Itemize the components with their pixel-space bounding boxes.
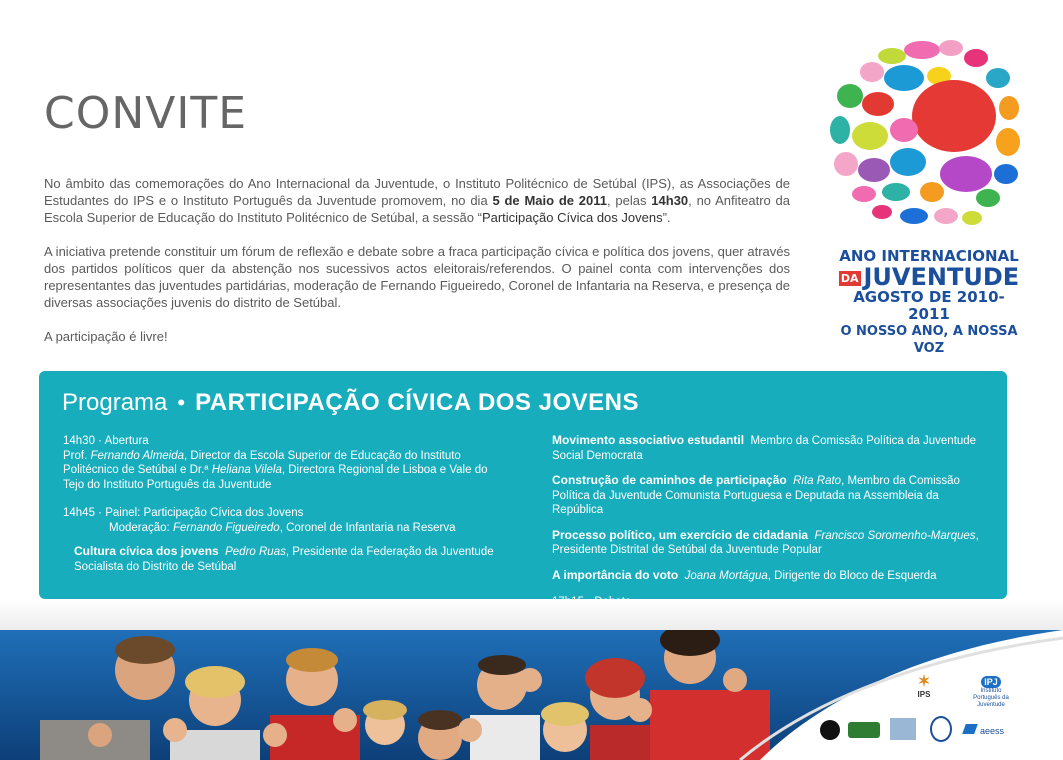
programme-box [39, 371, 1007, 599]
topic-movimento-associativo: Movimento associativo estudantil Membro da Comissão Política da Juventude Social Democrata [552, 433, 977, 462]
sponsor-logo-1 [820, 720, 840, 740]
opening-time: 14h30 · Abertura [63, 435, 149, 447]
intro-paragraph-1: No âmbito das comemorações do Ano Internacional da Juventude, o Instituto Politécnico de Setúbal (IPS), as Associações de Estudantes do IPS e o Instituto Português da Juventude promovem, no dia 5 de Maio de 2011, pelas 14h30, no Anfiteatro da Escola Superior de Educação do Instituto Politécnico de Setúbal, a sessão “Participação Cívica dos Jovens”. [44, 176, 790, 225]
opening-speakers: Prof. Fernando Almeida, Director da Escola Superior de Educação do Instituto Politécnico de Setúbal e Dr.ª Heliana Vilela, Directora Regional de Lisboa e Vale do Tejo do Instituto Português da Juventude [63, 449, 488, 491]
topic-processo-politico: Processo político, um exercício de cidadania Francisco Soromenho-Marques, Presidente Distrital de Setúbal da Juventude Popular [552, 527, 979, 556]
topic-cultura-civica: Cultura cívica dos jovens Pedro Ruas, Presidente da Federação da Juventude Socialista do Distrito de Setúbal [74, 544, 494, 573]
programme-separator: • [177, 390, 186, 415]
speech-bubbles-icon [830, 40, 1020, 225]
sponsor-logo-2 [848, 722, 880, 738]
programme-label: Programa [62, 389, 168, 416]
logo-line-2: JUVENTUDE [863, 263, 1020, 291]
ips-logo: ✶ IPS [904, 672, 944, 699]
logo-line-1: ANO INTERNACIONAL [839, 247, 1019, 265]
logo-da: DA [840, 271, 859, 285]
programme-title: PARTICIPAÇÃO CÍVICA DOS JOVENS [195, 389, 640, 416]
topic-importancia-voto: A importância do voto Joana Mortágua, Dirigente do Bloco de Esquerda [552, 567, 937, 582]
page-title: CONVITE [44, 88, 248, 139]
panel-moderation: Moderação: Fernando Figueiredo, Coronel de Infantaria na Reserva [109, 521, 456, 534]
ipj-logo: IPJ Instituto Português da Juventude [973, 677, 1009, 708]
topic-caminhos-participacao: Construção de caminhos de participação Rita Rato, Membro da Comissão Política da Juventude Comunista Portuguesa e Deputada na Assembleia da República [552, 473, 960, 516]
intro-text [44, 175, 790, 362]
programme-right-column [552, 433, 992, 610]
programme-header [62, 389, 639, 417]
sponsor-logo-4 [930, 716, 952, 742]
panel-time: 14h45 · Painel: Participação Cívica dos Jovens [63, 507, 304, 519]
sponsor-logo-3 [890, 718, 916, 740]
aeess-logo: aeess [980, 726, 1005, 736]
logo-line-4: O NOSSO ANO, A NOSSA VOZ [840, 324, 1018, 356]
ips-star-icon: ✶ [917, 673, 931, 690]
logo-line-3: AGOSTO DE 2010-2011 [853, 288, 1005, 323]
programme-left-column [63, 434, 509, 574]
logo-text [834, 248, 1024, 357]
intro-paragraph-2: A iniciativa pretende constituir um fórum de reflexão e debate sobre a fraca participação cívica e política dos jovens, quer através dos partidos políticos quer da abstenção nos sucessivos actos eleitorais/referendos. O painel conta com intervenções dos representantes das juventudes partidárias, moderação de Fernando Figueiredo, Coronel de Infantaria na Reserva, e presença de diversas associações juvenis do distrito de Setúbal. [44, 244, 790, 310]
intro-paragraph-3: A participação é livre! [44, 329, 168, 344]
